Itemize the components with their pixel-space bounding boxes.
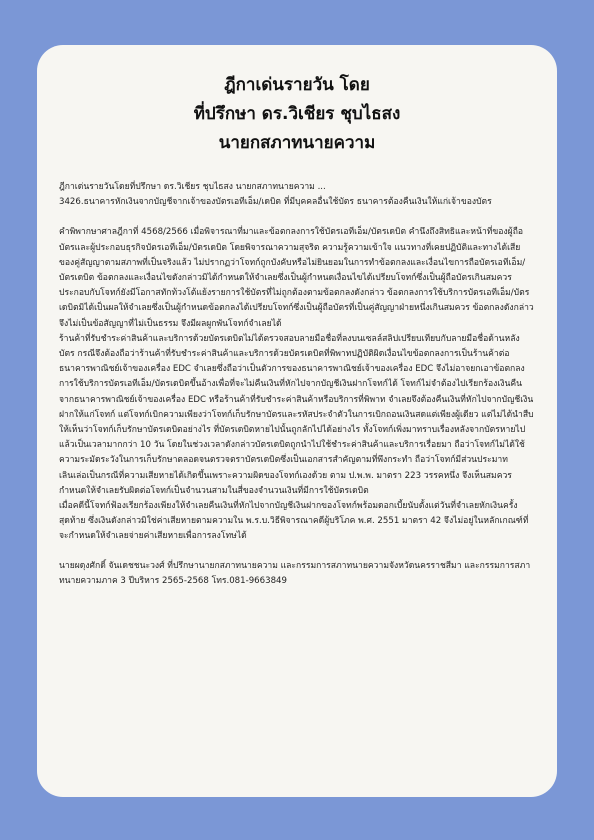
title-line-2: ที่ปรึกษา ดร.วิเชียร ชุบไธสง xyxy=(193,104,401,124)
author-signature: นายผดุงศักดิ์ จันเดชชนะวงศ์ ที่ปรึกษานายกสภาทนายความ และกรรมการสภาทนายความจังหวัดนครราชสีมา และกรรมการสภาทนายความภาค 3 ปีบริหาร 2565-2568 โทร.081-9663849 xyxy=(59,560,531,586)
title-line-3: นายกสภาทนายความ xyxy=(218,133,376,153)
title-line-1: ฎีกาเด่นรายวัน โดย xyxy=(224,75,370,95)
document-title xyxy=(59,71,535,158)
intro-paragraph: ฎีกาเด่นรายวันโดยที่ปรึกษา ดร.วิเชียร ชุบไธสง นายกสภาทนายความ ... 3426.ธนาคารหักเงินจากบัญชีจากเจ้าของบัตรเอทีเอ็ม/เดบิต ที่มีบุคคลอื่นใช้บัตร ธนาคารต้องคืนเงินให้แก่เจ้าของบัตร xyxy=(59,182,492,208)
document-card xyxy=(37,45,557,797)
body-paragraph: คำพิพากษาศาลฎีกาที่ 4568/2566 เมื่อพิจารณาที่มาและข้อตกลงการใช้บัตรเอทีเอ็ม/บัตรเดบิต คำนึงถึงสิทธิและหน้าที่ของผู้ถือบัตรและผู้ประกอบธุรกิจบัตรเอทีเอ็ม/บัตรเดบิต โดยพิจารณาความสุจริต ความรู้ความเข้าใจ แนวทางที่เคยปฏิบัติและทางได้เสียของคู่สัญญาตามสภาพที่เป็นจริงแล้ว ไม่ปรากฏว่าโจทก์ถูกบังคับหรือไม่ยินยอมในการทำข้อตกลงและเงื่อนไขการถือบัตรเอทีเอ็ม/บัตรเดบิต ข้อตกลงและเงื่อนไขดังกล่าวมิได้กำหนดให้จำเลยซึ่งเป็นผู้กำหนดเงื่อนไขได้เปรียบโจทก์ซึ่งเป็นผู้ถือบัตรเกินสมควร ประกอบกับโจทก์ยังมีโอกาสทักท้วงโต้แย้งรายการใช้บัตรที่ไม่ถูกต้องตามข้อตกลงดังกล่าว ข้อตกลงการใช้บริการบัตรเอทีเอ็ม/บัตรเดบิตมิได้เป็นผลให้จำเลยซึ่งเป็นผู้กำหนดข้อตกลงได้เปรียบโจทก์ซึ่งเป็นผู้ถือบัตรที่เป็นคู่สัญญาฝ่ายหนึ่งเกินสมควร ข้อตกลงดังกล่าวจึงไม่เป็นข้อสัญญาที่ไม่เป็นธรรม จึงมีผลผูกพันโจทก์จำเลยได้ ร้านค้าที่รับชำระค่าสินค้าและบริการด้วยบัตรเดบิตไม่ได้ตรวจสอบลายมือชื่อที่ลงบนเซลล์สลิปเปรียบเทียบกับลายมือชื่อด้านหลังบัตร กรณีจึงต้องถือว่าร้านค้าที่รับชำระค่าสินค้าและบริการด้วยบัตรเดบิตที่พิพาทปฏิบัติผิดเงื่อนไขข้อตกลงการเป็นร้านค้าต่อธนาคารพาณิชย์เจ้าของเครื่อง EDC จำเลยซึ่งถือว่าเป็นตัวการของธนาคารพาณิชย์เจ้าของเครื่อง EDC จึงไม่อาจยกเอาข้อตกลงการใช้บริการบัตรเอทีเอ็ม/บัตรเดบิตขึ้นอ้างเพื่อที่จะไม่คืนเงินที่หักไปจากบัญชีเงินฝากโจทก์ได้ โจทก์ไม่จำต้องไปเรียกร้องเงินคืนจากธนาคารพาณิชย์เจ้าของเครื่อง EDC หรือร้านค้าที่รับชำระค่าสินค้าหรือบริการที่พิพาท จำเลยจึงต้องคืนเงินที่หักไปจากบัญชีเงินฝากให้แก่โจทก์ แต่โจทก์เบิกความเพียงว่าโจทก์เก็บรักษาบัตรและรหัสประจำตัวในการเบิกถอนเงินสดแต่เพียงผู้เดียว แต่ไม่ได้นำสืบให้เห็นว่าโจทก์เก็บรักษาบัตรเดบิตอย่างไร ที่บัตรเดบิตหายไปนั้นถูกลักไปได้อย่างไร ทั้งโจทก์เพิ่งมาทราบเรื่องหลังจากบัตรหายไปแล้วเป็นเวลามากกว่า 10 วัน โดยในช่วงเวลาดังกล่าวบัตรเดบิตถูกนำไปใช้ชำระค่าสินค้าและบริการเรื่อยมา ถือว่าโจทก์ไม่ได้ใช้ความระมัดระวังในการเก็บรักษาตลอดจนตรวจตราบัตรเดบิตซึ่งเป็นเอกสารสำคัญตามที่พึงกระทำ ถือว่าโจทก์มีส่วนประมาทเลินเล่อเป็นกรณีที่ความเสียหายได้เกิดขึ้นเพราะความผิดของโจทก์เองด้วย ตาม ป.พ.พ. มาตรา 223 วรรคหนึ่ง จึงเห็นสมควรกำหนดให้จำเลยรับผิดต่อโจทก์เป็นจำนวนสามในสี่ของจำนวนเงินที่มีการใช้บัตรเดบิต เมื่อคดีนี้โจทก์ฟ้องเรียกร้องเพียงให้จำเลยคืนเงินที่หักไปจากบัญชีเงินฝากของโจทก์พร้อมดอกเบี้ยนับตั้งแต่วันที่จำเลยหักเงินครั้งสุดท้าย ซึ่งเงินดังกล่าวมิใช่ค่าเสียหายตามความใน พ.ร.บ.วิธีพิจารณาคดีผู้บริโภค พ.ศ. 2551 มาตรา 42 จึงไม่อยู่ในหลักเกณฑ์ที่จะกำหนดให้จำเลยจ่ายค่าเสียหายเพื่อการลงโทษได้ xyxy=(59,227,534,542)
spacer xyxy=(59,210,535,225)
spacer xyxy=(59,545,535,559)
